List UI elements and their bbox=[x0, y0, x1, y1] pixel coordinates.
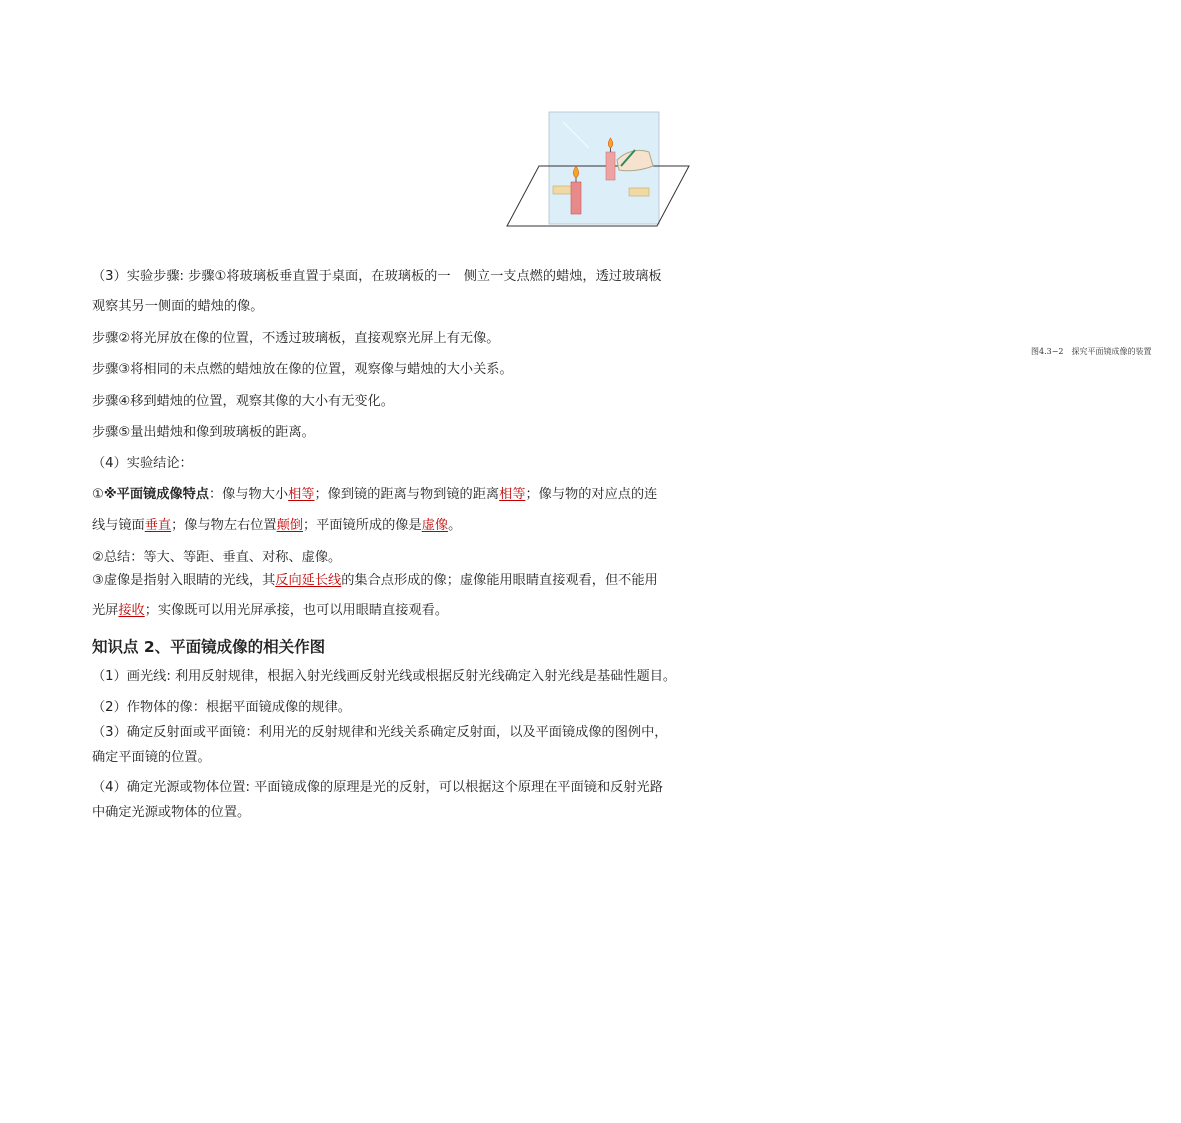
c3-text-c-pre: 光屏 bbox=[92, 603, 119, 618]
c1-text-a: ：像与物大小 bbox=[208, 487, 289, 502]
section2-p4a: （4）确定光源或物体位置: 平面镜成像的原理是光的反射，可以根据这个原理在平面镜和反射光路 bbox=[92, 780, 663, 795]
answer-blank-6: 反向延长线 bbox=[275, 573, 342, 588]
c3-text-a: ③虚像是指射入眼睛的光线，其 bbox=[92, 573, 276, 588]
answer-blank-2: 相等 bbox=[499, 487, 526, 502]
c1-bold-label: ※平面镜成像特点 bbox=[103, 487, 209, 502]
c1-text-b: ；像到镜的距离与物到镜的距离 bbox=[314, 487, 500, 502]
c1-text-e: ；像与物左右位置 bbox=[171, 518, 277, 533]
c1-text-g: 。 bbox=[448, 518, 462, 533]
figure-caption: 图4.3−2 探究平面镜成像的装置 bbox=[1031, 347, 1152, 356]
c1-text-d: 线与镜面 bbox=[92, 518, 145, 533]
conclusion-1-line1 bbox=[92, 486, 657, 504]
mirror-apparatus-illustration bbox=[503, 108, 695, 258]
conclusion-1-line2 bbox=[92, 517, 461, 535]
section2-p4b: 中确定光源或物体的位置。 bbox=[92, 805, 251, 820]
answer-blank-7: 接收 bbox=[118, 603, 145, 618]
c1-text-c: ；像与物的对应点的连 bbox=[525, 487, 658, 502]
mirror-experiment-figure bbox=[503, 108, 1152, 356]
step3-line1: （3）实验步骤: 步骤①将玻璃板垂直置于桌面，在玻璃板的一 侧立一支点燃的蜡烛，透过玻璃板 bbox=[92, 269, 662, 284]
section2-p3a: （3）确定反射面或平面镜：利用光的反射规律和光线关系确定反射面，以及平面镜成像的图例中， bbox=[92, 725, 668, 740]
answer-blank-5: 虚像 bbox=[421, 518, 449, 533]
conclusion-3-line1 bbox=[92, 572, 658, 590]
answer-blank-3: 垂直 bbox=[144, 518, 172, 533]
step3-s2: 步骤②将光屏放在像的位置，不透过玻璃板，直接观察光屏上有无像。 bbox=[92, 331, 500, 346]
step3-s4: 步骤④移到蜡烛的位置，观察其像的大小有无变化。 bbox=[92, 394, 394, 409]
answer-blank-4: 颠倒 bbox=[276, 518, 303, 533]
step4-title: （4）实验结论： bbox=[92, 456, 193, 471]
step3-s5: 步骤⑤量出蜡烛和像到玻璃板的距离。 bbox=[92, 425, 315, 440]
c1-prefix: ① bbox=[92, 487, 104, 502]
section-2-title: 知识点 2、平面镜成像的相关作图 bbox=[92, 638, 326, 656]
answer-blank-1: 相等 bbox=[288, 487, 315, 502]
c3-text-c: ；实像既可以用光屏承接，也可以用眼睛直接观看。 bbox=[144, 603, 449, 618]
conclusion-3-line2 bbox=[92, 602, 448, 620]
section2-p1: （1）画光线: 利用反射规律，根据入射光线画反射光线或根据反射光线确定入射光线是基础性题目。 bbox=[92, 669, 677, 684]
step3-s3: 步骤③将相同的未点燃的蜡烛放在像的位置，观察像与蜡烛的大小关系。 bbox=[92, 362, 513, 377]
conclusion-2: ②总结：等大、等距、垂直、对称、虚像。 bbox=[92, 550, 342, 565]
section2-p3b: 确定平面镜的位置。 bbox=[92, 750, 211, 765]
section2-p2: （2）作物体的像：根据平面镜成像的规律。 bbox=[92, 700, 351, 715]
step3-line2: 观察其另一侧面的蜡烛的像。 bbox=[92, 299, 264, 314]
c1-text-f: ；平面镜所成的像是 bbox=[303, 518, 422, 533]
c3-text-b: 的集合点形成的像；虚像能用眼睛直接观看，但不能用 bbox=[341, 573, 658, 588]
